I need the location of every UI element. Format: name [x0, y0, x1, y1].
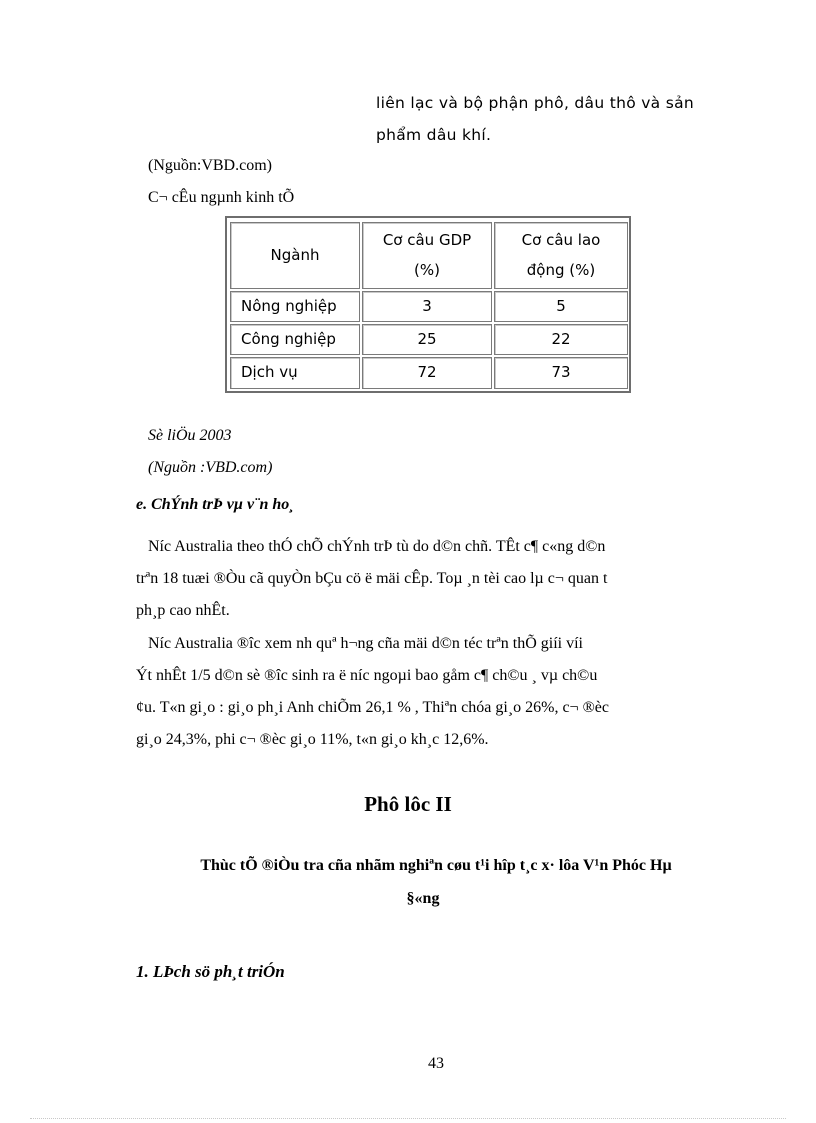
- table-cell-labor: 73: [551, 363, 571, 381]
- table-row-gdp: [362, 291, 492, 322]
- source-note-bottom: (Nguồn :VBD.com): [148, 459, 273, 476]
- intro-line-1: liên lạc và bộ phận phô, dâu thô và sản: [376, 94, 695, 112]
- data-year-note: Sè liÖu 2003: [148, 427, 232, 444]
- table-row-labor: [494, 291, 628, 322]
- intro-line-2: phẩm dâu khí.: [376, 126, 492, 144]
- paragraph-culture: [136, 628, 720, 756]
- paragraph-line: ¢u. T«n gi¸o : gi¸o ph¸i Anh chiÕm 26,1 % , Thiªn chóa gi¸o 26%, c¬ ®èc: [136, 699, 609, 716]
- appendix-title: Phô lôc II: [364, 792, 452, 816]
- table-header-sector: [230, 222, 360, 289]
- table-cell-sector: Nông nghiệp: [241, 297, 337, 315]
- table-row-gdp: [362, 324, 492, 355]
- appendix-subtitle-line1: Thùc tÕ ®iÒu tra cña nhãm nghiªn cøu t¹i hîp t¸c x· lôa V¹n Phóc Hµ: [200, 857, 672, 874]
- table-header-gdp-line1: Cơ câu GDP: [382, 231, 472, 249]
- table-header-gdp-line2: (%): [414, 261, 440, 279]
- paragraph-line: Níc Australia theo thÓ chÕ chÝnh trÞ tù do d©n chñ. TÊt c¶ c«ng d©n: [148, 538, 606, 555]
- paragraph-line: gi¸o 24,3%, phi c¬ ®èc gi¸o 11%, t«n gi¸o kh¸c 12,6%.: [136, 731, 489, 748]
- table-row-sector: [230, 357, 360, 389]
- table-row-gdp: [362, 357, 492, 389]
- economic-structure-table: [225, 216, 631, 393]
- table-cell-gdp: 25: [417, 330, 437, 348]
- table-cell-gdp: 3: [422, 297, 432, 315]
- table-cell-labor: 22: [551, 330, 571, 348]
- paragraph-politics: [136, 531, 720, 627]
- table-cell-labor: 5: [556, 297, 566, 315]
- table-row-labor: [494, 324, 628, 355]
- paragraph-line: ph¸p cao nhÊt.: [136, 602, 230, 619]
- table-header-gdp: [362, 222, 492, 289]
- section-e-title: e. ChÝnh trÞ vµ v¨n ho¸: [136, 496, 295, 513]
- table-row-sector: [230, 324, 360, 355]
- table-row-sector: [230, 291, 360, 322]
- table-caption: C¬ cÊu ngµnh kinh tÕ: [148, 189, 295, 206]
- table-cell-gdp: 72: [417, 363, 437, 381]
- table-cell-sector: Công nghiệp: [241, 330, 336, 348]
- paragraph-line: Níc Australia ®îc xem nh quª h¬ng cña mäi d©n téc trªn thÕ giíi víi: [148, 635, 583, 652]
- table-row-labor: [494, 357, 628, 389]
- table-header-labor-line1: Cơ câu lao: [521, 231, 601, 249]
- table-header-labor: [494, 222, 628, 289]
- paragraph-line: trªn 18 tuæi ®Òu cã quyÒn bÇu cö ë mäi cÊp. Toµ ¸n tèi cao lµ c¬ quan t: [136, 570, 608, 587]
- section-1-title: 1. LÞch sö ph¸t triÓn: [136, 962, 285, 981]
- table-header-labor-line2: động (%): [526, 261, 596, 279]
- appendix-subtitle-line2: §«ng: [406, 890, 440, 907]
- table-cell-sector: Dịch vụ: [241, 363, 298, 381]
- paragraph-line: Ýt nhÊt 1/5 d©n sè ®îc sinh ra ë níc ngoµi bao gåm c¶ ch©u ¸ vµ ch©u: [136, 667, 598, 684]
- page-bottom-divider: [30, 1118, 786, 1120]
- page-number: 43: [428, 1055, 444, 1072]
- source-note-top: (Nguồn:VBD.com): [148, 157, 272, 174]
- table-header-sector-label: Ngành: [270, 246, 320, 264]
